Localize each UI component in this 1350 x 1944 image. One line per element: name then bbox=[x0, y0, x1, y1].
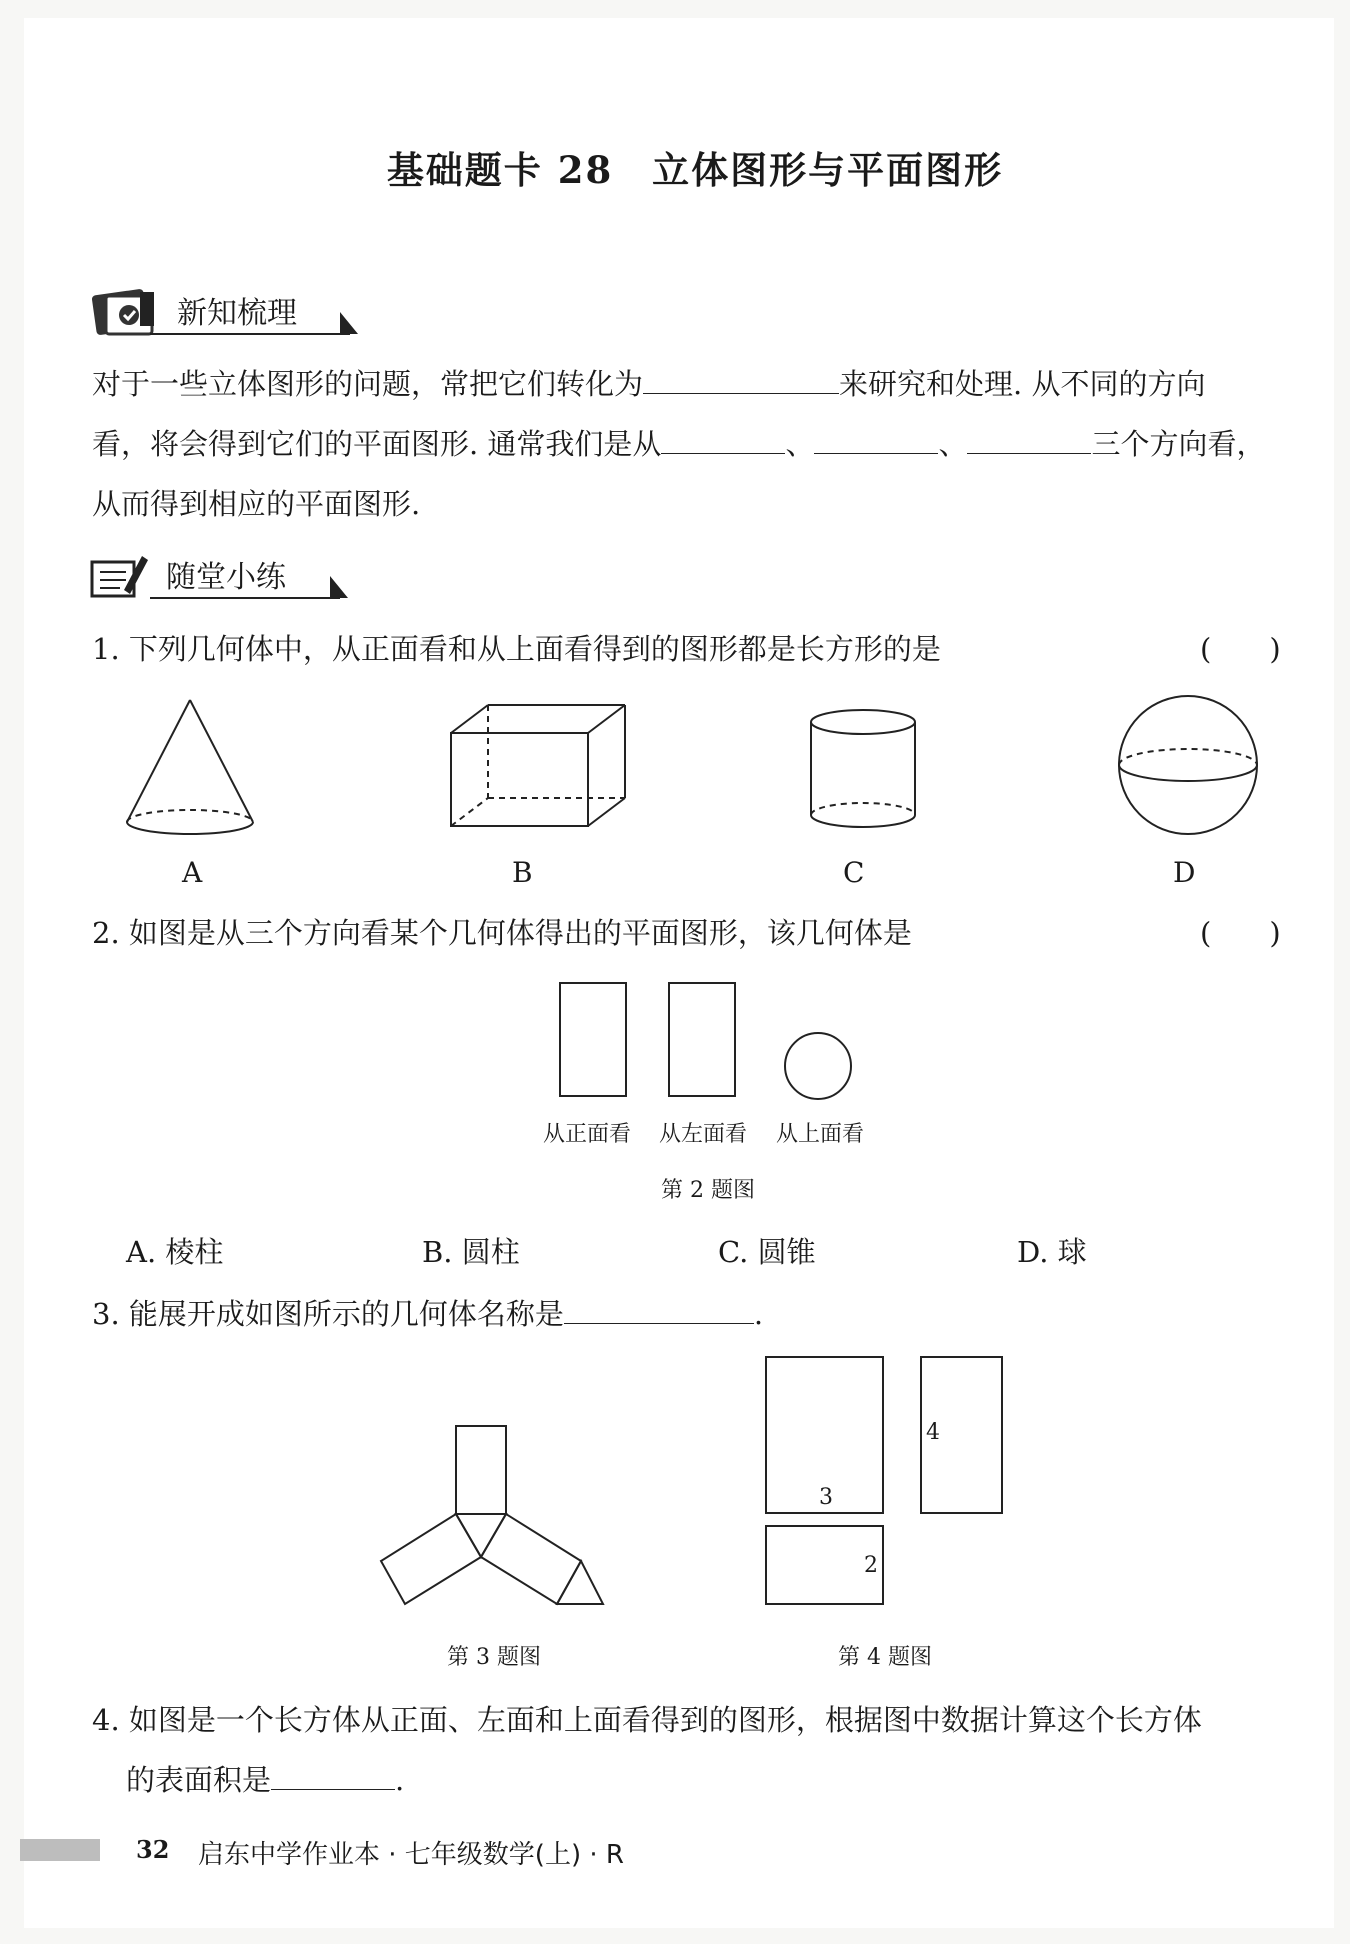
q2-figure-caption: 第 2 题图 bbox=[661, 1178, 755, 1203]
q1-option-a: A bbox=[182, 856, 203, 889]
front-view-rect bbox=[560, 983, 626, 1096]
q2-view-label-front: 从正面看 bbox=[543, 1122, 632, 1147]
q2-option-b[interactable]: B. 圆柱 bbox=[422, 1235, 520, 1269]
cuboid-figure bbox=[451, 705, 625, 826]
q2-option-d[interactable]: D. 球 bbox=[1017, 1235, 1087, 1269]
q4-label-4: 4 bbox=[926, 1420, 940, 1445]
q4-label-2: 2 bbox=[864, 1553, 878, 1578]
q4-label-3: 3 bbox=[819, 1485, 833, 1510]
answer-blank-4[interactable] bbox=[967, 443, 1091, 454]
q4-figure-caption: 第 4 题图 bbox=[838, 1645, 932, 1670]
sphere-figure bbox=[1119, 696, 1257, 834]
q2-option-a[interactable]: A. 棱柱 bbox=[126, 1235, 224, 1269]
cylinder-figure bbox=[811, 710, 915, 827]
footer-book-title: 启东中学作业本 · 七年级数学(上) · R bbox=[198, 1840, 624, 1870]
page-title: 基础题卡 28 立体图形与平面图形 bbox=[386, 148, 1004, 192]
knowledge-line-3: 从而得到相应的平面图形. bbox=[92, 487, 421, 521]
q2-view-label-top: 从上面看 bbox=[776, 1122, 865, 1147]
q1-option-d: D bbox=[1173, 856, 1196, 889]
top-view-circle bbox=[785, 1033, 851, 1099]
q4-views-figure bbox=[766, 1357, 1002, 1604]
q3-line: 3. 能展开成如图所示的几何体名称是 . bbox=[92, 1297, 764, 1331]
footer-bar bbox=[20, 1839, 100, 1861]
q1-option-c: C bbox=[843, 856, 865, 889]
answer-blank-2[interactable] bbox=[661, 443, 785, 454]
knowledge-cards-icon bbox=[91, 289, 154, 336]
q1-text: 1. 下列几何体中，从正面看和从上面看得到的图形都是长方形的是 bbox=[92, 632, 941, 666]
prism-net-figure bbox=[381, 1426, 603, 1604]
q4-answer-blank[interactable] bbox=[271, 1779, 395, 1790]
q1-answer-paren[interactable]: ( ) bbox=[1200, 632, 1281, 666]
answer-blank-3[interactable] bbox=[814, 443, 938, 454]
notebook-pencil-icon bbox=[92, 556, 148, 596]
section-practice-label: 随堂小练 bbox=[166, 560, 286, 595]
q3-figure-caption: 第 3 题图 bbox=[447, 1645, 541, 1670]
section-knowledge-label: 新知梳理 bbox=[177, 296, 297, 331]
answer-blank-1[interactable] bbox=[643, 383, 839, 394]
knowledge-line-2: 看，将会得到它们的平面图形. 通常我们是从 、 、 三个方向看， bbox=[92, 427, 1266, 461]
q2-views-figure bbox=[560, 983, 851, 1099]
q1-option-b: B bbox=[512, 856, 533, 889]
q3-answer-blank[interactable] bbox=[564, 1313, 754, 1324]
q2-option-c[interactable]: C. 圆锥 bbox=[718, 1235, 816, 1269]
q4-text-line-2: 的表面积是 . bbox=[126, 1763, 405, 1797]
q2-view-label-left: 从左面看 bbox=[659, 1122, 748, 1147]
q2-text: 2. 如图是从三个方向看某个几何体得出的平面图形，该几何体是 bbox=[92, 916, 912, 950]
cone-figure bbox=[127, 700, 253, 834]
q2-answer-paren[interactable]: ( ) bbox=[1200, 916, 1281, 950]
q4-text-line-1: 4. 如图是一个长方体从正面、左面和上面看得到的图形，根据图中数据计算这个长方体 bbox=[92, 1703, 1202, 1737]
left-view-rect bbox=[669, 983, 735, 1096]
page-number: 32 bbox=[136, 1835, 170, 1864]
knowledge-line-1: 对于一些立体图形的问题，常把它们转化为 来研究和处理. 从不同的方向 bbox=[92, 367, 1206, 401]
